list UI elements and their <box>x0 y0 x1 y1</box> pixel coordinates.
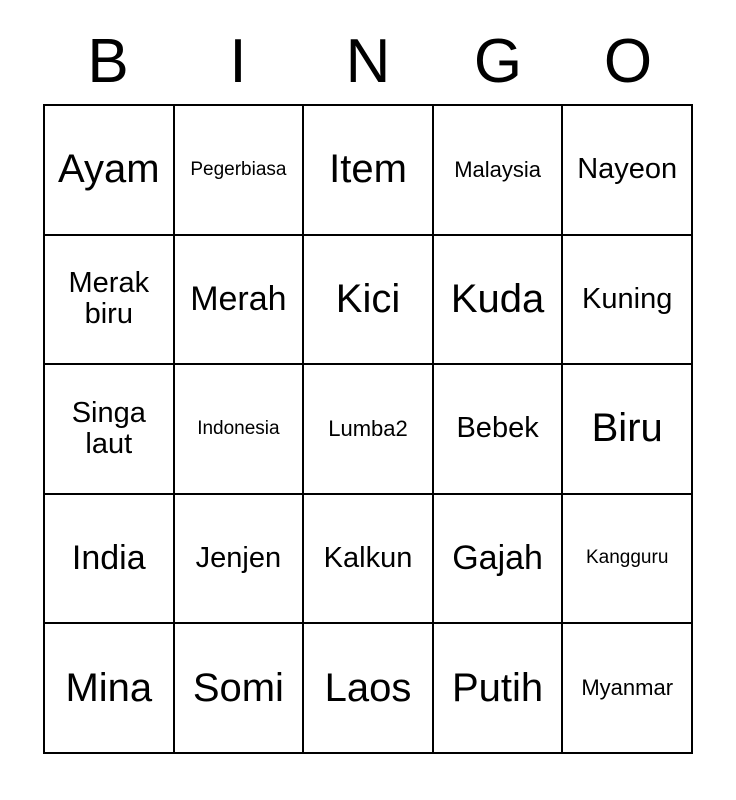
bingo-cell-label: Bebek <box>456 412 539 445</box>
bingo-cell[interactable] <box>175 495 305 625</box>
bingo-cell-label: Biru <box>591 406 663 451</box>
bingo-cell-label: Myanmar <box>581 675 674 701</box>
bingo-cell-label: Mina <box>65 665 153 710</box>
bingo-cell-label: Nayeon <box>577 153 678 186</box>
bingo-grid <box>43 104 693 754</box>
bingo-cell[interactable] <box>304 495 434 625</box>
bingo-cell[interactable] <box>45 624 175 754</box>
bingo-cell-label: Malaysia <box>454 156 541 182</box>
bingo-header-letter-n: N <box>345 27 391 96</box>
bingo-cell-label: Laos <box>324 665 412 710</box>
bingo-cell[interactable] <box>434 624 564 754</box>
bingo-cell-label: Pegerbiasa <box>190 158 287 180</box>
bingo-cell-label: Item <box>329 147 407 192</box>
bingo-cell[interactable] <box>175 236 305 366</box>
bingo-cell[interactable] <box>434 495 564 625</box>
bingo-cell-label: Ayam <box>58 147 160 192</box>
bingo-cell-label: Lumba2 <box>328 416 408 442</box>
bingo-cell-label: India <box>71 539 146 578</box>
bingo-cell[interactable] <box>45 365 175 495</box>
bingo-cell-label: Kalkun <box>323 541 413 574</box>
bingo-cell[interactable] <box>434 106 564 236</box>
bingo-cell[interactable] <box>45 236 175 366</box>
bingo-cell[interactable] <box>563 106 693 236</box>
bingo-cell-label: Gajah <box>452 539 543 578</box>
bingo-cell[interactable] <box>563 624 693 754</box>
bingo-cell[interactable] <box>45 495 175 625</box>
bingo-cell[interactable] <box>175 624 305 754</box>
bingo-header-letter-b: B <box>87 27 129 96</box>
bingo-header-letter-i: I <box>229 27 247 96</box>
bingo-cell-label: Putih <box>452 665 544 710</box>
bingo-cell[interactable] <box>434 236 564 366</box>
bingo-cell-label: Jenjen <box>195 541 282 574</box>
bingo-cell[interactable] <box>563 365 693 495</box>
bingo-cell[interactable] <box>304 365 434 495</box>
bingo-cell-label: Kici <box>335 276 401 321</box>
bingo-cell[interactable] <box>175 365 305 495</box>
bingo-cell-label: Singa laut <box>71 396 146 460</box>
bingo-cell-label: Kuda <box>450 276 545 321</box>
bingo-cell[interactable] <box>175 106 305 236</box>
bingo-header-letter-o: O <box>603 27 653 96</box>
bingo-cell-label: Kuning <box>582 282 673 315</box>
bingo-cell-label: Kangguru <box>585 547 669 569</box>
bingo-cell-label: Merak biru <box>68 267 150 331</box>
bingo-cell[interactable] <box>563 236 693 366</box>
bingo-cell[interactable] <box>304 236 434 366</box>
bingo-cell-label: Somi <box>192 665 284 710</box>
bingo-cell[interactable] <box>45 106 175 236</box>
bingo-cell[interactable] <box>563 495 693 625</box>
bingo-cell-label: Merah <box>190 280 287 319</box>
bingo-cell-label: Indonesia <box>197 417 280 439</box>
bingo-header <box>43 22 693 102</box>
bingo-cell[interactable] <box>434 365 564 495</box>
bingo-cell[interactable] <box>304 106 434 236</box>
bingo-header-letter-g: G <box>473 27 523 96</box>
bingo-cell[interactable] <box>304 624 434 754</box>
